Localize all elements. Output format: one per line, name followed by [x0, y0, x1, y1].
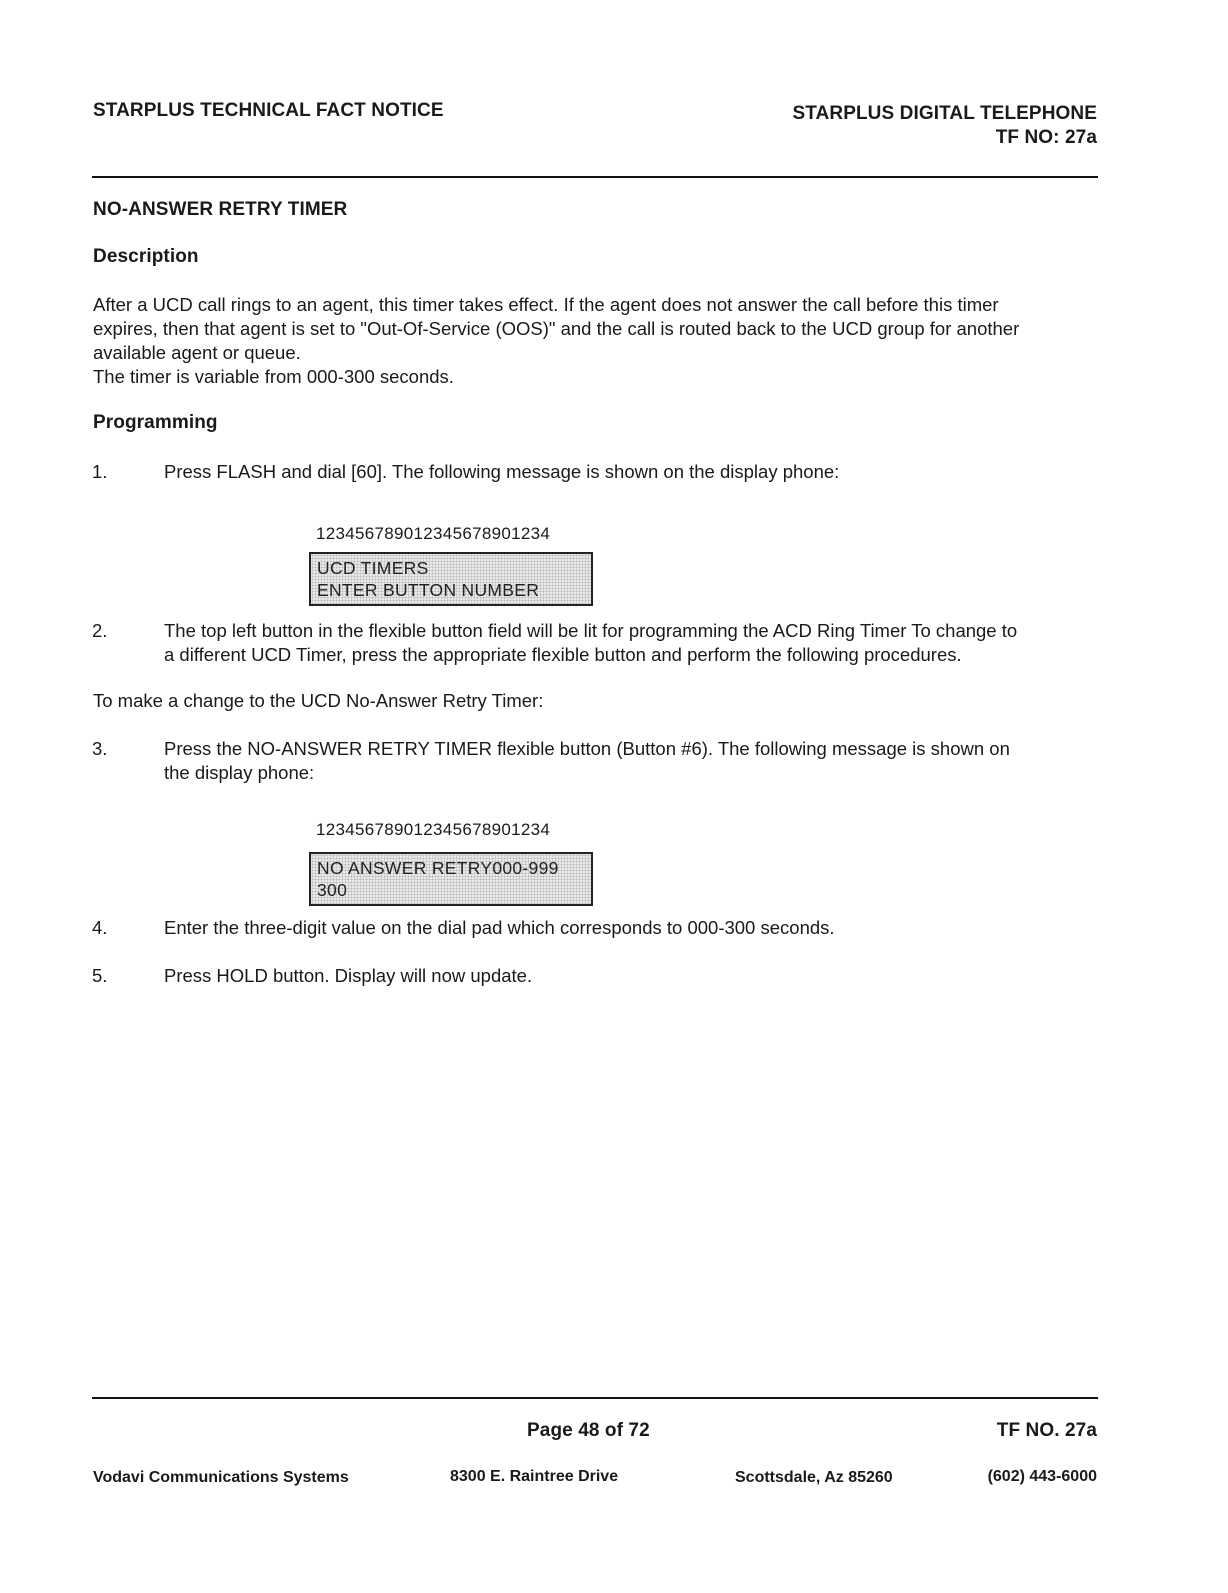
programming-heading: Programming — [93, 412, 218, 433]
footer-city: Scottsdale, Az 85260 — [735, 1469, 893, 1486]
intro-change-text: To make a change to the UCD No-Answer Retry Timer: — [93, 690, 544, 711]
display-line-2: 300 — [317, 880, 348, 900]
display-line-1: NO ANSWER RETRY000-999 — [317, 858, 559, 878]
step-line: Press HOLD button. Display will now update. — [164, 965, 533, 986]
step-text — [164, 916, 1100, 940]
step-line: Press the NO-ANSWER RETRY TIMER flexible button (Button #6). The following message is shown on — [164, 738, 1010, 759]
step-text — [164, 964, 1100, 988]
header-tf-number: TF NO: 27a — [995, 127, 1097, 148]
footer-phone: (602) 443-6000 — [987, 1468, 1097, 1485]
header-right-title: STARPLUS DIGITAL TELEPHONE — [792, 103, 1097, 124]
footer-address: 8300 E. Raintree Drive — [450, 1468, 619, 1485]
step-text — [164, 460, 1100, 484]
display-line-2: ENTER BUTTON NUMBER — [317, 580, 540, 600]
display-line-1: UCD TIMERS — [317, 558, 429, 578]
step-number: 1. — [92, 461, 108, 482]
display-panel — [309, 552, 593, 606]
step-text — [164, 737, 1100, 785]
footer-tf-number: TF NO. 27a — [996, 1420, 1097, 1441]
footer-company: Vodavi Communications Systems — [93, 1469, 349, 1486]
step-number: 5. — [92, 965, 108, 986]
step-text — [164, 619, 1100, 667]
step-line: Enter the three-digit value on the dial pad which corresponds to 000-300 seconds. — [164, 917, 835, 938]
description-line: available agent or queue. — [93, 342, 301, 363]
display-column-ruler: 123456789012345678901234 — [316, 524, 551, 543]
step-line: Press FLASH and dial [60]. The following message is shown on the display phone: — [164, 461, 840, 482]
section-title: NO-ANSWER RETRY TIMER — [93, 199, 348, 220]
header-divider — [92, 176, 1098, 178]
description-line: After a UCD call rings to an agent, this timer takes effect. If the agent does not answer the call before this timer — [93, 294, 999, 315]
header-left-title: STARPLUS TECHNICAL FACT NOTICE — [93, 100, 444, 121]
step-number: 4. — [92, 917, 108, 938]
display-panel — [309, 852, 593, 906]
footer-page-number: Page 48 of 72 — [527, 1420, 650, 1441]
step-line: a different UCD Timer, press the appropriate flexible button and perform the following procedures. — [164, 644, 962, 665]
display-column-ruler: 123456789012345678901234 — [316, 820, 551, 839]
description-line: expires, then that agent is set to "Out-Of-Service (OOS)" and the call is routed back to the UCD group for another — [93, 318, 1020, 339]
step-number: 2. — [92, 620, 108, 641]
step-number: 3. — [92, 738, 108, 759]
step-line: The top left button in the flexible button field will be lit for programming the ACD Ring Timer To change to — [164, 620, 1018, 641]
description-paragraph — [93, 293, 1103, 389]
description-line: The timer is variable from 000-300 seconds. — [93, 366, 454, 387]
step-line: the display phone: — [164, 762, 315, 783]
description-heading: Description — [93, 246, 199, 267]
footer-divider — [92, 1397, 1098, 1399]
